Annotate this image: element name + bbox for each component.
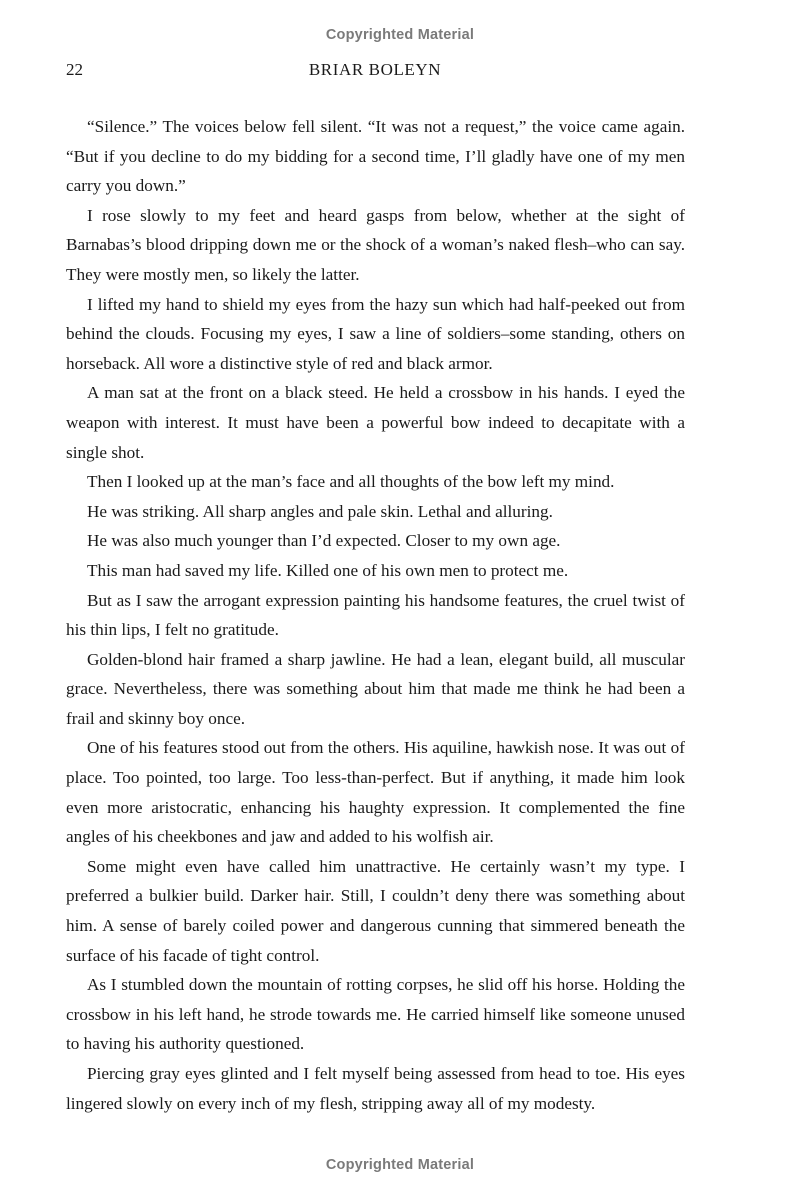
paragraph: A man sat at the front on a black steed. He held a crossbow in his hands. I eyed the weapon with interest. It must have been a powerful bow indeed to decapitate with a single shot. [66,383,685,462]
running-head [66,60,684,86]
paragraph: He was striking. All sharp angles and pale skin. Lethal and alluring. [87,501,553,521]
paragraph: Golden-blond hair framed a sharp jawline. He had a lean, elegant build, all muscular grace. Nevertheless, there was something about him that made me think he had been a frail and skinny boy once. [66,649,685,728]
copyright-watermark-top: Copyrighted Material [325,27,475,43]
paragraph: But as I saw the arrogant expression painting his handsome features, the cruel twist of his thin lips, I felt no gratitude. [66,590,685,640]
paragraph: I lifted my hand to shield my eyes from the hazy sun which had half-peeked out from behind the clouds. Focusing my eyes, I saw a line of soldiers–some standing, others on horseback. All wore a distinctive style of red and black armor. [66,294,685,373]
book-title: BRIAR BOLEYN [308,60,442,79]
paragraph: As I stumbled down the mountain of rotting corpses, he slid off his horse. Holding the crossbow in his left hand, he strode towards me. He carried himself like someone unused to having his authority questioned. [66,975,685,1054]
paragraph: He was also much younger than I’d expected. Closer to my own age. [87,531,561,551]
paragraph: One of his features stood out from the others. His aquiline, hawkish nose. It was out of place. Too pointed, too large. Too less-than-perfect. But if anything, it made him look even more aristocratic, enhancing his haughty expression. It complemented the fine angles of his cheekbones and jaw and added to his wolfish air. [66,738,685,847]
paragraph: Piercing gray eyes glinted and I felt myself being assessed from head to toe. His eyes lingered slowly on every inch of my flesh, stripping away all of my modesty. [66,1064,685,1113]
page-number: 22 [66,60,83,79]
paragraph: Then I looked up at the man’s face and all thoughts of the bow left my mind. [87,472,615,492]
paragraph: This man had saved my life. Killed one of his own men to protect me. [87,560,569,580]
paragraph: I rose slowly to my feet and heard gasps from below, whether at the sight of Barnabas’s blood dripping down me or the shock of a woman’s naked flesh–who can say. They were mostly men, so likely the latter. [66,205,685,284]
body-text [66,112,685,1118]
paragraph: “Silence.” The voices below fell silent. “It was not a request,” the voice came again. “But if you decline to do my bidding for a second time, I’ll gladly have one of my men carry you down.” [66,117,685,196]
copyright-watermark-bottom: Copyrighted Material [325,1157,475,1173]
paragraph: Some might even have called him unattractive. He certainly wasn’t my type. I preferred a bulkier build. Darker hair. Still, I couldn’t deny there was something about him. A sense of barely coiled power and dangerous cunning that simmered beneath the surface of his facade of tight control. [66,856,685,965]
